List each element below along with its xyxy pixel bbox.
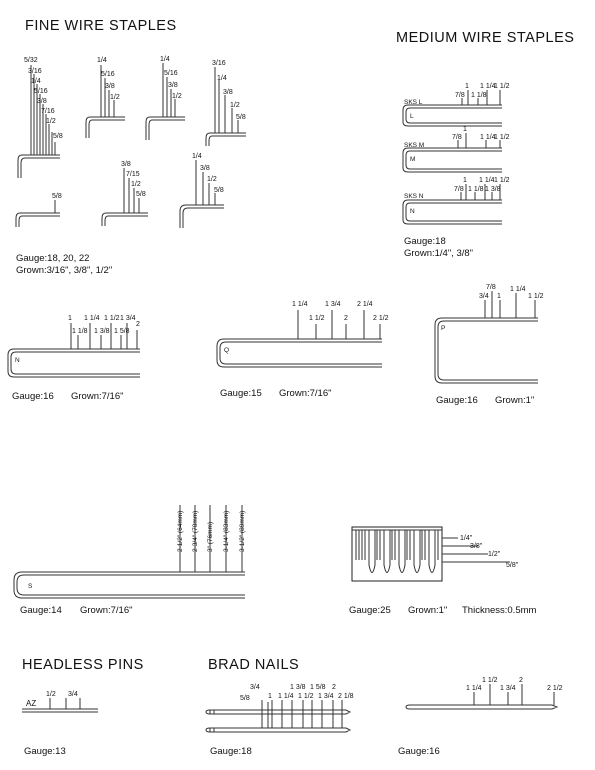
size-label: 2 1/8 bbox=[338, 693, 354, 700]
q15-gauge-caption: Gauge:15 bbox=[220, 388, 262, 399]
size-label: 1 1/2 bbox=[309, 315, 325, 322]
size-label: 5/16 bbox=[164, 70, 178, 77]
size-label: 5/8 bbox=[52, 193, 62, 200]
size-label: 1/2 bbox=[207, 176, 217, 183]
brad18-gauge-caption: Gauge:18 bbox=[210, 746, 252, 757]
size-label: 1 bbox=[268, 693, 272, 700]
size-label: 1 3/4 bbox=[318, 693, 334, 700]
s14-gauge-caption: Gauge:14 bbox=[20, 605, 62, 616]
medium-staple-l bbox=[403, 90, 502, 126]
size-label: 2 bbox=[519, 677, 523, 684]
g25-grown-caption: Grown:1" bbox=[408, 605, 448, 616]
sks-m-label: SKS M bbox=[404, 142, 425, 149]
size-label: 1 3/8 bbox=[94, 328, 110, 335]
size-label: 1 3/4 bbox=[500, 685, 516, 692]
size-label: 1 bbox=[465, 83, 469, 90]
size-label: 1 1/2 bbox=[104, 315, 120, 322]
fine-grown-caption: Grown:3/16", 3/8", 1/2" bbox=[16, 265, 113, 276]
n16-grown-caption: Grown:7/16" bbox=[71, 391, 124, 402]
size-label: 2-1/2" (64mm) bbox=[177, 510, 184, 552]
size-label: 3/8 bbox=[105, 83, 115, 90]
size-label: 3-1/2" (89mm) bbox=[239, 510, 246, 552]
size-label: 7/8 bbox=[455, 92, 465, 99]
m-label: M bbox=[410, 156, 416, 163]
size-label: 1 bbox=[497, 293, 501, 300]
s-code-label: S bbox=[28, 583, 33, 590]
medium-grown-caption: Grown:1/4", 3/8" bbox=[404, 248, 474, 259]
size-label: 5/16 bbox=[101, 71, 115, 78]
fine-gauge-caption: Gauge:18, 20, 22 bbox=[16, 253, 90, 264]
size-label: 7/16 bbox=[41, 108, 55, 115]
fine-wire-staples-heading: FINE WIRE STAPLES bbox=[25, 18, 177, 34]
size-label: 5/8 bbox=[240, 695, 250, 702]
size-label: 1 3/4 bbox=[325, 301, 341, 308]
size-label: 1 5/8 bbox=[114, 328, 130, 335]
size-label: 1/4 bbox=[97, 57, 107, 64]
n16-code-label: N bbox=[15, 357, 20, 364]
sks-l-label: SKS L bbox=[404, 99, 423, 106]
size-label: 1/4 bbox=[31, 78, 41, 85]
size-label: 1/2 bbox=[230, 102, 240, 109]
size-label: 3-1/4" (83mm) bbox=[223, 510, 230, 552]
size-label: 1 3/8 bbox=[290, 684, 306, 691]
medium-wire-staples-heading: MEDIUM WIRE STAPLES bbox=[396, 30, 575, 46]
size-label: 3/8" bbox=[470, 543, 483, 550]
l-label: L bbox=[410, 113, 414, 120]
size-label: 1 1/2 bbox=[494, 177, 510, 184]
brad18-nails bbox=[206, 700, 350, 732]
size-label: 3/4 bbox=[250, 684, 260, 691]
size-label: 1 bbox=[463, 126, 467, 133]
size-label: 3/16 bbox=[212, 60, 226, 67]
size-label: 1 1/8 bbox=[468, 186, 484, 193]
size-label: 5/8 bbox=[214, 187, 224, 194]
size-label: 7/8 bbox=[454, 186, 464, 193]
size-label: 1/2 bbox=[131, 181, 141, 188]
size-label: 1 bbox=[463, 177, 467, 184]
size-label: 1 1/2 bbox=[494, 134, 510, 141]
size-label: 1 1/2 bbox=[528, 293, 544, 300]
size-label: 3/8 bbox=[37, 98, 47, 105]
q-code-label: Q bbox=[224, 347, 230, 354]
medium-gauge-caption: Gauge:18 bbox=[404, 236, 446, 247]
p16-gauge-caption: Gauge:16 bbox=[436, 395, 478, 406]
size-label: 2 bbox=[344, 315, 348, 322]
s14-grown-caption: Grown:7/16" bbox=[80, 605, 133, 616]
sks-n-label: SKS N bbox=[404, 193, 424, 200]
size-label: 1 1/2 bbox=[494, 83, 510, 90]
size-label: 7/8 bbox=[452, 134, 462, 141]
size-label: 1 1/4 bbox=[510, 286, 526, 293]
g25-staple-strip bbox=[352, 527, 510, 581]
p16-staple bbox=[435, 291, 538, 383]
size-label: 1 3/4 bbox=[120, 315, 136, 322]
size-label: 5/16 bbox=[34, 88, 48, 95]
size-label: 3/8 bbox=[121, 161, 131, 168]
size-label: 1/4 bbox=[192, 153, 202, 160]
size-label: 1 1/8 bbox=[72, 328, 88, 335]
size-label: 1/2" bbox=[488, 551, 501, 558]
size-label: 3/4 bbox=[479, 293, 489, 300]
size-label: 3/4 bbox=[68, 691, 78, 698]
size-label: 1 1/2 bbox=[298, 693, 314, 700]
q15-grown-caption: Grown:7/16" bbox=[279, 388, 332, 399]
size-label: 1 1/4 bbox=[479, 177, 495, 184]
pins-gauge-caption: Gauge:13 bbox=[24, 746, 66, 757]
g25-thickness-caption: Thickness:0.5mm bbox=[462, 605, 537, 616]
size-label: 1 5/8 bbox=[310, 684, 326, 691]
size-label: 1 1/4 bbox=[84, 315, 100, 322]
size-label: 5/8" bbox=[506, 562, 519, 569]
size-label: 3" (76mm) bbox=[207, 521, 214, 552]
size-label: 1 1/4 bbox=[480, 134, 496, 141]
headless-pins-heading: HEADLESS PINS bbox=[22, 657, 144, 673]
size-label: 2 1/2 bbox=[547, 685, 563, 692]
size-label: 1/2 bbox=[172, 93, 182, 100]
size-label: 5/8 bbox=[136, 191, 146, 198]
size-label: 1/2 bbox=[110, 94, 120, 101]
p-code-label: P bbox=[441, 325, 446, 332]
size-label: 5/8 bbox=[236, 114, 246, 121]
p16-grown-caption: Grown:1" bbox=[495, 395, 535, 406]
size-label: 1/4" bbox=[460, 535, 473, 542]
size-label: 1 1/4 bbox=[278, 693, 294, 700]
g25-gauge-caption: Gauge:25 bbox=[349, 605, 391, 616]
size-label: 1 1/2 bbox=[482, 677, 498, 684]
size-label: 3/8 bbox=[223, 89, 233, 96]
brad16-gauge-caption: Gauge:16 bbox=[398, 746, 440, 757]
size-label: 7/15 bbox=[126, 171, 140, 178]
size-label: 1 1/8 bbox=[471, 92, 487, 99]
size-label: 2-3/4" (70mm) bbox=[192, 510, 199, 552]
brad-nails-heading: BRAD NAILS bbox=[208, 657, 300, 673]
size-label: 1/2 bbox=[46, 118, 56, 125]
size-label: 1 1/4 bbox=[292, 301, 308, 308]
az-code-label: AZ bbox=[26, 699, 37, 708]
size-label: 1 1/4 bbox=[466, 685, 482, 692]
size-label: 3/16 bbox=[28, 68, 42, 75]
size-label: 5/32 bbox=[24, 57, 38, 64]
size-label: 2 1/2 bbox=[373, 315, 389, 322]
size-label: 1 bbox=[68, 315, 72, 322]
size-label: 7/8 bbox=[486, 284, 496, 291]
size-label: 2 1/4 bbox=[357, 301, 373, 308]
q15-staple bbox=[217, 310, 382, 367]
n-label: N bbox=[410, 208, 415, 215]
size-label: 2 bbox=[136, 321, 140, 328]
size-label: 3/8 bbox=[200, 165, 210, 172]
size-label: 1 3/8 bbox=[485, 186, 501, 193]
size-label: 1 1/4 bbox=[480, 83, 496, 90]
fine-staple-e bbox=[16, 200, 60, 227]
size-label: 1/4 bbox=[160, 56, 170, 63]
size-label: 3/8 bbox=[168, 82, 178, 89]
n16-gauge-caption: Gauge:16 bbox=[12, 391, 54, 402]
size-label: 5/8 bbox=[53, 133, 63, 140]
size-label: 2 bbox=[332, 684, 336, 691]
size-label: 1/4 bbox=[217, 75, 227, 82]
size-label: 1/2 bbox=[46, 691, 56, 698]
